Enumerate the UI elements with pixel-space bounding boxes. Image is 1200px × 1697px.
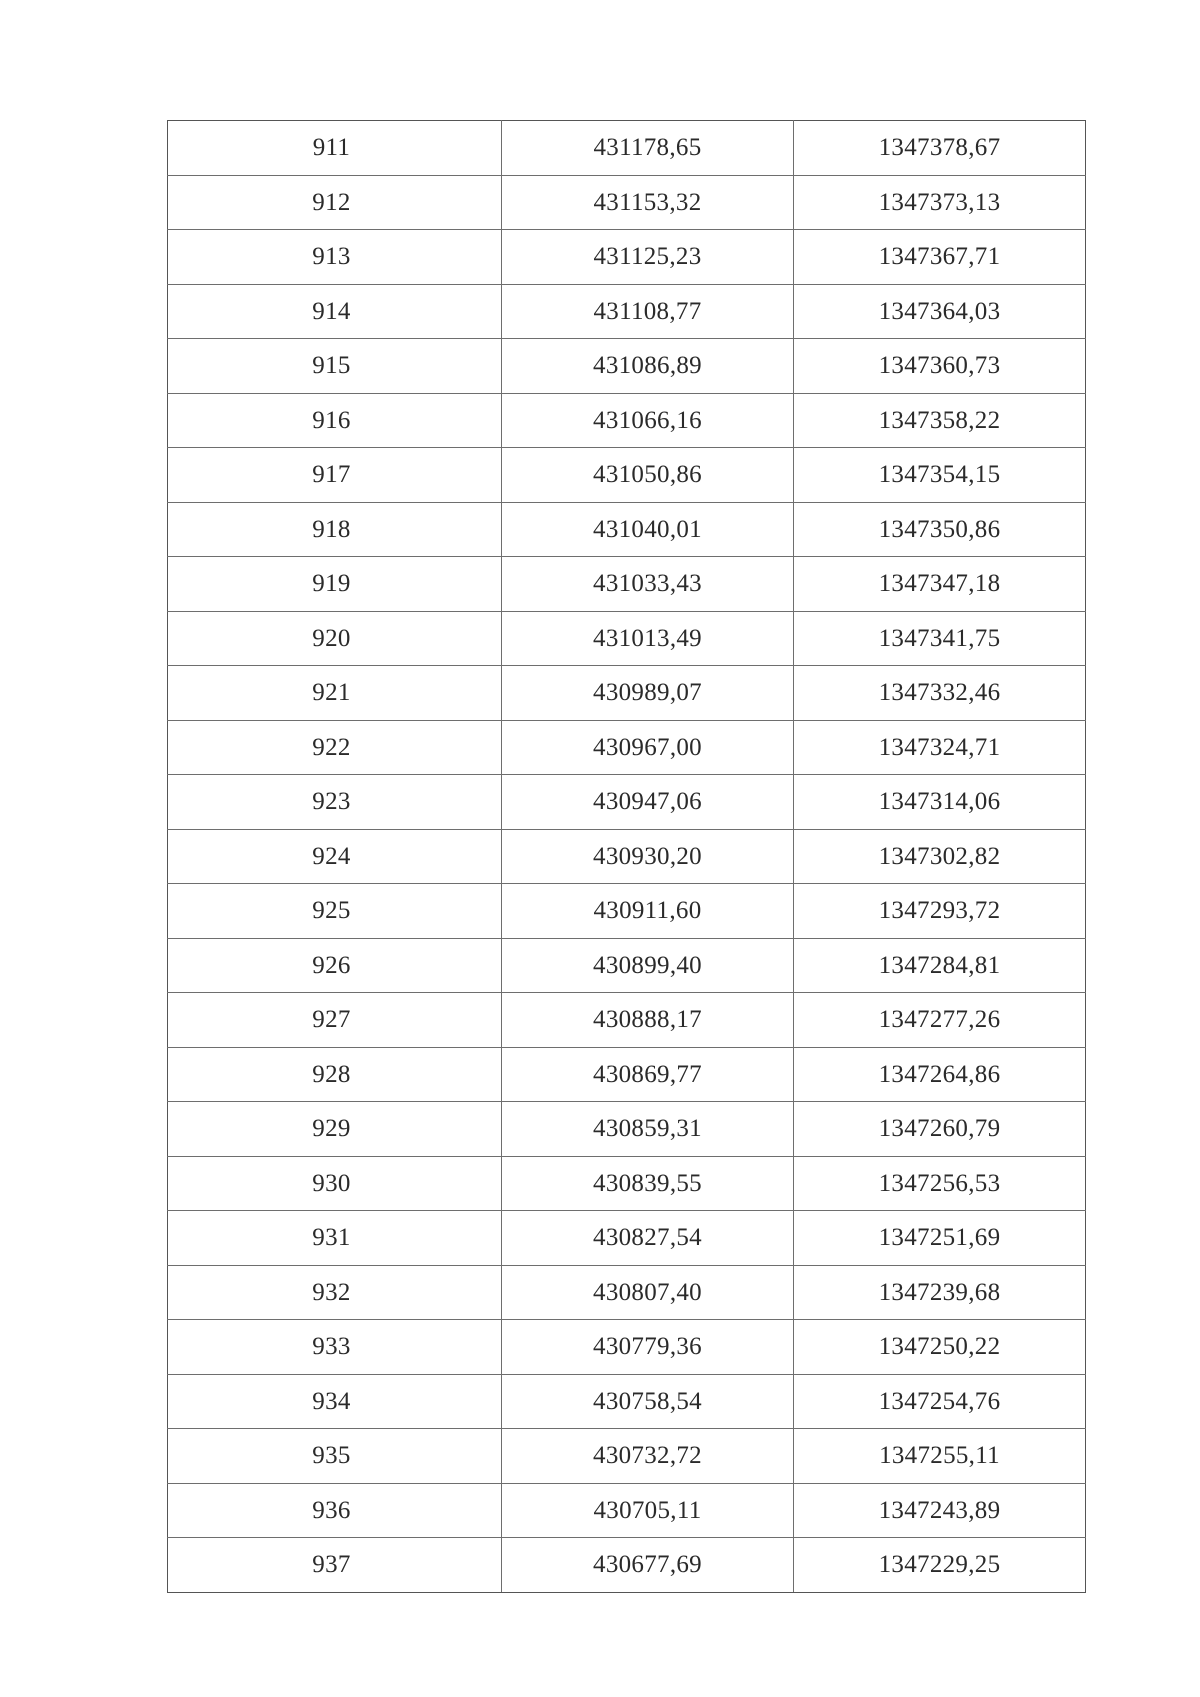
table-row [168,1211,1086,1266]
y-coordinate-cell: 1347367,71 [794,230,1086,285]
x-coordinate-cell: 430947,06 [502,775,794,830]
point-number-cell: 928 [168,1047,502,1102]
y-coordinate-cell: 1347251,69 [794,1211,1086,1266]
y-coordinate-cell: 1347254,76 [794,1374,1086,1429]
point-number-cell: 918 [168,502,502,557]
point-number-cell: 932 [168,1265,502,1320]
x-coordinate-cell: 431108,77 [502,284,794,339]
y-coordinate-cell: 1347293,72 [794,884,1086,939]
y-coordinate-cell: 1347302,82 [794,829,1086,884]
point-number-cell: 919 [168,557,502,612]
x-coordinate-cell: 431086,89 [502,339,794,394]
x-coordinate-cell: 430967,00 [502,720,794,775]
x-coordinate-cell: 430732,72 [502,1429,794,1484]
table-row [168,1429,1086,1484]
x-coordinate-cell: 430911,60 [502,884,794,939]
y-coordinate-cell: 1347229,25 [794,1538,1086,1593]
table-row [168,1156,1086,1211]
point-number-cell: 914 [168,284,502,339]
point-number-cell: 920 [168,611,502,666]
table-row [168,502,1086,557]
table-row [168,1265,1086,1320]
table-row [168,829,1086,884]
point-number-cell: 935 [168,1429,502,1484]
point-number-cell: 923 [168,775,502,830]
point-number-cell: 916 [168,393,502,448]
point-number-cell: 927 [168,993,502,1048]
y-coordinate-cell: 1347373,13 [794,175,1086,230]
y-coordinate-cell: 1347341,75 [794,611,1086,666]
point-number-cell: 926 [168,938,502,993]
y-coordinate-cell: 1347360,73 [794,339,1086,394]
x-coordinate-cell: 430779,36 [502,1320,794,1375]
x-coordinate-cell: 431040,01 [502,502,794,557]
table-row [168,666,1086,721]
table-row [168,557,1086,612]
table-row [168,720,1086,775]
x-coordinate-cell: 430705,11 [502,1483,794,1538]
table-row [168,175,1086,230]
x-coordinate-cell: 431033,43 [502,557,794,612]
point-number-cell: 924 [168,829,502,884]
y-coordinate-cell: 1347255,11 [794,1429,1086,1484]
x-coordinate-cell: 430888,17 [502,993,794,1048]
point-number-cell: 917 [168,448,502,503]
x-coordinate-cell: 431050,86 [502,448,794,503]
y-coordinate-cell: 1347264,86 [794,1047,1086,1102]
point-number-cell: 922 [168,720,502,775]
y-coordinate-cell: 1347324,71 [794,720,1086,775]
point-number-cell: 930 [168,1156,502,1211]
y-coordinate-cell: 1347332,46 [794,666,1086,721]
table-row [168,448,1086,503]
table-row [168,993,1086,1048]
x-coordinate-cell: 430899,40 [502,938,794,993]
point-number-cell: 911 [168,121,502,176]
point-number-cell: 913 [168,230,502,285]
table-row [168,121,1086,176]
x-coordinate-cell: 430930,20 [502,829,794,884]
table-row [168,339,1086,394]
x-coordinate-cell: 430758,54 [502,1374,794,1429]
point-number-cell: 936 [168,1483,502,1538]
x-coordinate-cell: 431125,23 [502,230,794,285]
y-coordinate-cell: 1347354,15 [794,448,1086,503]
table-row [168,393,1086,448]
y-coordinate-cell: 1347284,81 [794,938,1086,993]
x-coordinate-cell: 430869,77 [502,1047,794,1102]
point-number-cell: 931 [168,1211,502,1266]
x-coordinate-cell: 430827,54 [502,1211,794,1266]
y-coordinate-cell: 1347277,26 [794,993,1086,1048]
x-coordinate-cell: 431178,65 [502,121,794,176]
x-coordinate-cell: 430859,31 [502,1102,794,1157]
y-coordinate-cell: 1347358,22 [794,393,1086,448]
y-coordinate-cell: 1347239,68 [794,1265,1086,1320]
table-row [168,230,1086,285]
table-row [168,1047,1086,1102]
point-number-cell: 921 [168,666,502,721]
y-coordinate-cell: 1347260,79 [794,1102,1086,1157]
table-row [168,884,1086,939]
coordinates-table-body [168,121,1086,1593]
x-coordinate-cell: 431066,16 [502,393,794,448]
table-row [168,284,1086,339]
point-number-cell: 929 [168,1102,502,1157]
x-coordinate-cell: 430839,55 [502,1156,794,1211]
point-number-cell: 937 [168,1538,502,1593]
y-coordinate-cell: 1347364,03 [794,284,1086,339]
coordinates-table [167,120,1086,1593]
point-number-cell: 912 [168,175,502,230]
x-coordinate-cell: 431013,49 [502,611,794,666]
table-row [168,611,1086,666]
point-number-cell: 933 [168,1320,502,1375]
y-coordinate-cell: 1347350,86 [794,502,1086,557]
x-coordinate-cell: 430677,69 [502,1538,794,1593]
y-coordinate-cell: 1347347,18 [794,557,1086,612]
table-row [168,1374,1086,1429]
point-number-cell: 925 [168,884,502,939]
y-coordinate-cell: 1347250,22 [794,1320,1086,1375]
y-coordinate-cell: 1347256,53 [794,1156,1086,1211]
x-coordinate-cell: 431153,32 [502,175,794,230]
table-row [168,1320,1086,1375]
table-row [168,1538,1086,1593]
table-row [168,938,1086,993]
point-number-cell: 934 [168,1374,502,1429]
y-coordinate-cell: 1347243,89 [794,1483,1086,1538]
table-row [168,1483,1086,1538]
x-coordinate-cell: 430807,40 [502,1265,794,1320]
point-number-cell: 915 [168,339,502,394]
y-coordinate-cell: 1347314,06 [794,775,1086,830]
table-row [168,775,1086,830]
table-row [168,1102,1086,1157]
x-coordinate-cell: 430989,07 [502,666,794,721]
y-coordinate-cell: 1347378,67 [794,121,1086,176]
